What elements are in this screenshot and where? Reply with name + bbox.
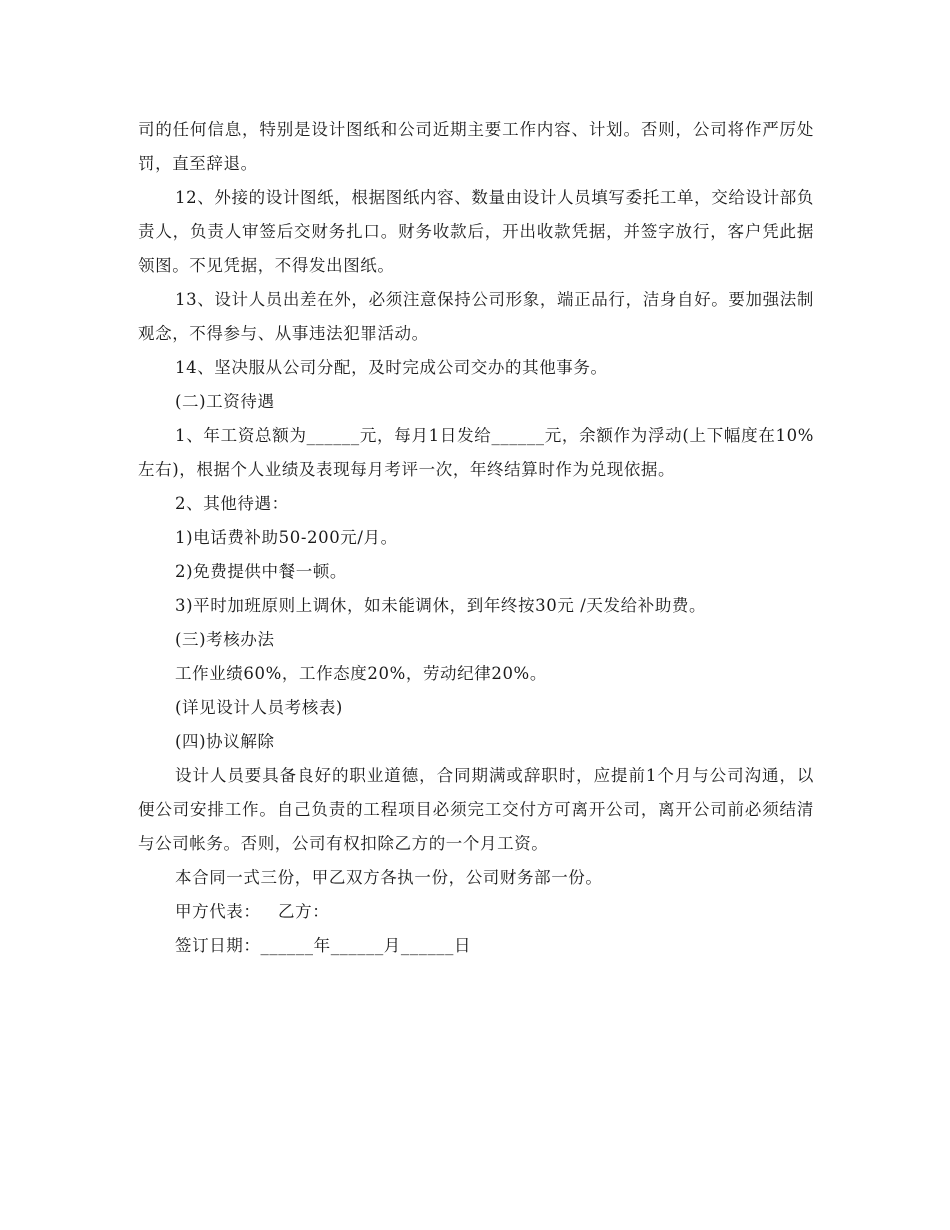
paragraph-item-13: 13、设计人员出差在外，必须注意保持公司形象，端正品行，洁身自好。要加强法制观念，不得参与、从事违法犯罪活动。 [138, 290, 814, 343]
signature-parties: 甲方代表： 乙方： [175, 902, 330, 921]
paragraph-termination: 设计人员要具备良好的职业道德，合同期满或辞职时，应提前1个月与公司沟通，以便公司安排工作。自己负责的工程项目必须完工交付方可离开公司，离开公司前必须结清与公司帐务。否则，公司有权扣除乙方的一个月工资。 [138, 766, 814, 853]
paragraph-item-12: 12、外接的设计图纸，根据图纸内容、数量由设计人员填写委托工单，交给设计部负责人，负责人审签后交财务扎口。财务收款后，开出收款凭据，并签字放行，客户凭此据领图。不见凭据，不得发出图纸。 [138, 188, 814, 275]
section-heading-salary: (二)工资待遇 [175, 392, 275, 411]
paragraph-benefit-phone: 1)电话费补助50-200元/月。 [175, 528, 398, 547]
paragraph-confidentiality-cont: 司的任何信息，特别是设计图纸和公司近期主要工作内容、计划。否则，公司将作严厉处罚，直至辞退。 [138, 120, 814, 173]
paragraph-assessment-weights: 工作业绩60%，工作态度20%，劳动纪律20%。 [175, 664, 547, 683]
paragraph-assessment-note: (详见设计人员考核表) [175, 698, 343, 717]
paragraph-copies: 本合同一式三份，甲乙双方各执一份，公司财务部一份。 [175, 868, 603, 887]
paragraph-item-14: 14、坚决服从公司分配，及时完成公司交办的其他事务。 [175, 358, 608, 377]
document-page [138, 113, 814, 963]
paragraph-salary-1: 1、年工资总额为______元，每月1日发给______元，余额作为浮动(上下幅度在10%左右)，根据个人业绩及表现每月考评一次，年终结算时作为兑现依据。 [138, 426, 814, 479]
paragraph-benefit-overtime: 3)平时加班原则上调休，如未能调休，到年终按30元 /天发给补助费。 [175, 596, 707, 615]
section-heading-assessment: (三)考核办法 [175, 630, 275, 649]
paragraph-benefit-lunch: 2)免费提供中餐一顿。 [175, 562, 348, 581]
paragraph-salary-2: 2、其他待遇： [175, 494, 289, 513]
signing-date: 签订日期：______年______月______日 [175, 936, 472, 955]
section-heading-termination: (四)协议解除 [175, 732, 275, 751]
